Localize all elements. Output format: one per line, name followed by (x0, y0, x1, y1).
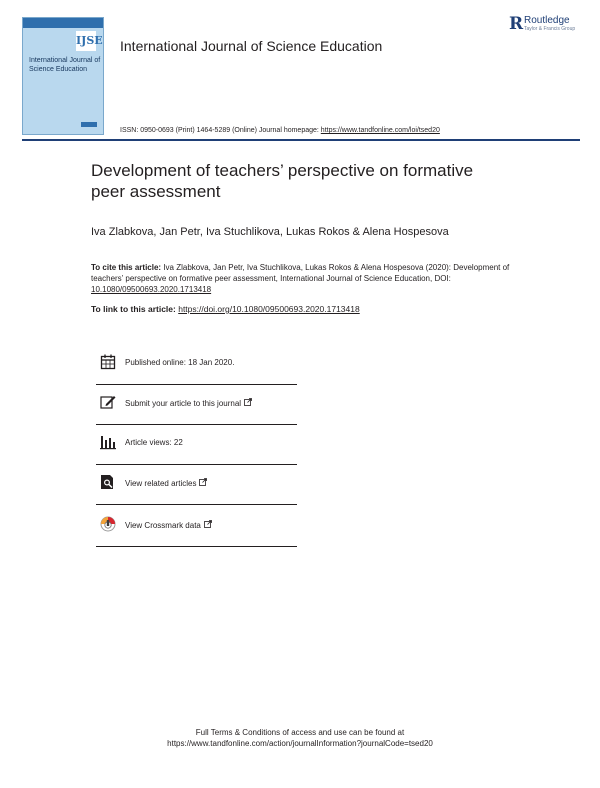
article-views-label: Article views: 22 (125, 438, 183, 447)
related-articles-label: View related articles (125, 479, 197, 488)
cite-label: To cite this article: (91, 263, 164, 272)
issn-text: ISSN: 0950-0693 (Print) 1464-5289 (Online) Journal homepage: (120, 127, 321, 134)
cite-text: Iva Zlabkova, Jan Petr, Iva Stuchlikova, Lukas Rokos & Alena Hospesova (2020): Development of teachers’ perspective on formative peer assessment, International Journal of Science Education, DOI: (91, 263, 510, 283)
crossmark-label: View Crossmark data (125, 521, 201, 530)
article-title: Development of teachers’ perspective on formative peer assessment (91, 161, 474, 201)
cover-publisher-mark (81, 122, 97, 127)
crossmark-row[interactable] (96, 507, 297, 547)
external-link-icon (199, 478, 207, 488)
footer (0, 727, 600, 749)
journal-cover[interactable] (22, 17, 104, 135)
publisher-subtitle: Taylor & Francis Group (524, 26, 576, 32)
citation-block (91, 262, 511, 295)
footer-terms: Full Terms & Conditions of access and use can be found at (195, 728, 405, 737)
published-online-label: Published online: 18 Jan 2020. (125, 358, 235, 367)
external-link-icon (204, 520, 212, 530)
article-doi-link[interactable]: https://doi.org/10.1080/09500693.2020.1713418 (178, 304, 360, 314)
article-authors: Iva Zlabkova, Jan Petr, Iva Stuchlikova, Lukas Rokos & Alena Hospesova (91, 226, 449, 238)
published-online-row (96, 345, 297, 385)
cover-logo: IJSE (76, 31, 96, 51)
bar-chart-icon (100, 434, 116, 450)
cover-band (23, 18, 103, 28)
publisher-text (524, 15, 575, 32)
external-link-icon (244, 398, 252, 408)
submit-article-label: Submit your article to this journal (125, 399, 242, 408)
issn-line (120, 127, 440, 134)
header-rule (22, 139, 580, 141)
cite-doi-link[interactable]: 10.1080/09500693.2020.1713418 (91, 285, 212, 294)
calendar-icon (100, 354, 116, 370)
crossmark-link[interactable] (125, 520, 212, 530)
journal-name[interactable]: International Journal of Science Education (120, 38, 383, 54)
edit-icon (100, 394, 116, 410)
routledge-logo-icon: R (509, 14, 524, 34)
related-articles-link[interactable] (125, 478, 207, 488)
crossmark-icon (100, 516, 116, 532)
article-link-line (91, 304, 360, 314)
publisher-logo[interactable] (509, 15, 575, 37)
submit-article-link[interactable] (125, 398, 252, 408)
submit-article-row[interactable] (96, 385, 297, 425)
cover-title: International Journal of Science Education (29, 57, 101, 73)
article-views-row (96, 425, 297, 465)
journal-homepage-link[interactable]: https://www.tandfonline.com/loi/tsed20 (320, 127, 440, 134)
link-label: To link to this article: (91, 304, 179, 314)
search-doc-icon (100, 474, 116, 490)
publisher-name: Routledge (524, 15, 570, 26)
related-articles-row[interactable] (96, 465, 297, 505)
footer-url[interactable]: https://www.tandfonline.com/action/journalInformation?journalCode=tsed20 (167, 739, 433, 748)
